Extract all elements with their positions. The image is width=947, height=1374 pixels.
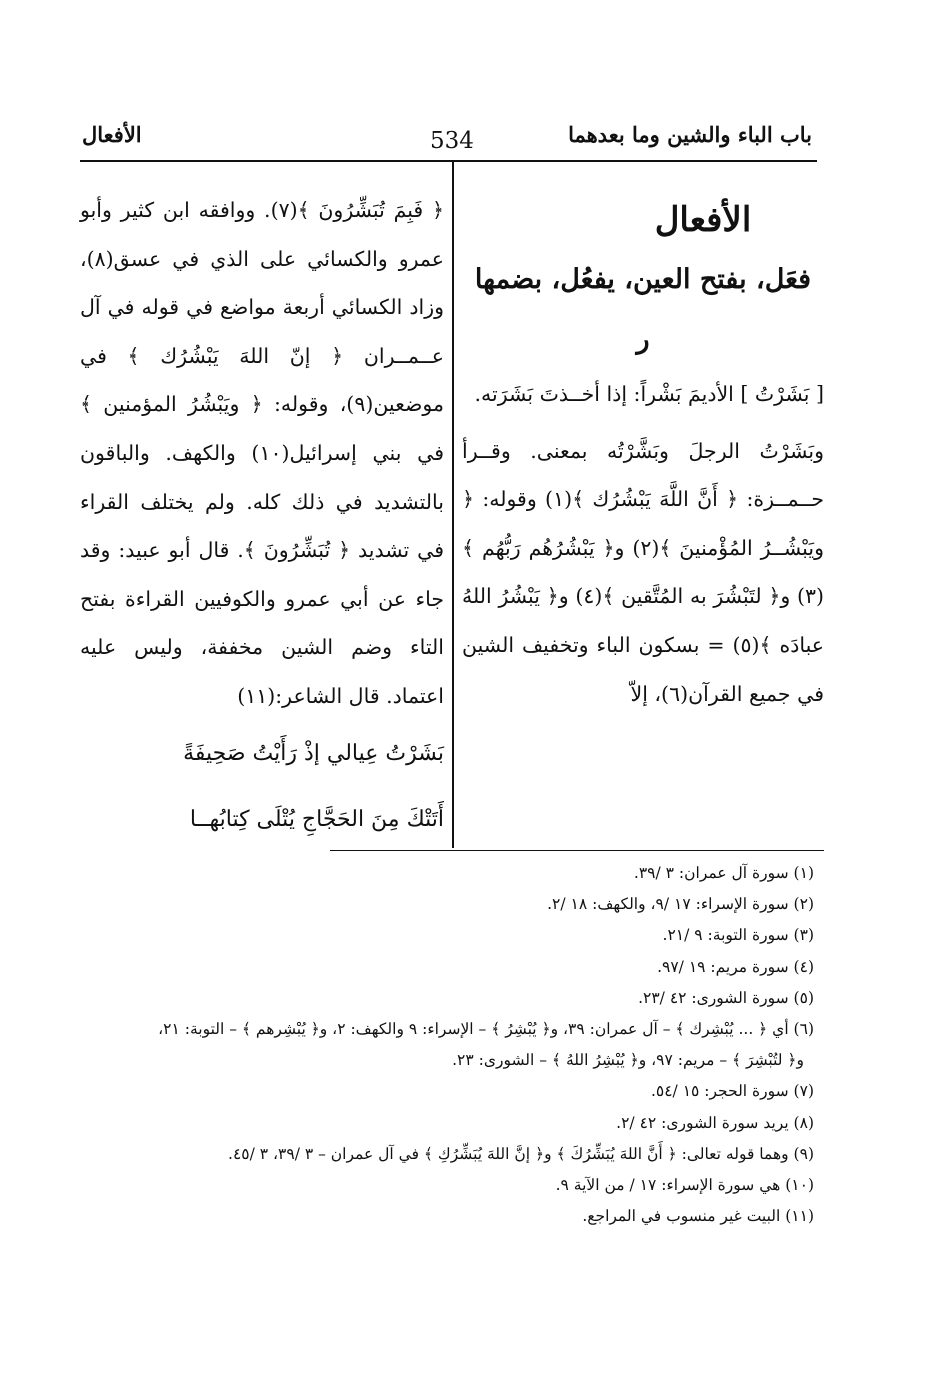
running-head-chapter: باب الباء والشين وما بعدهما (568, 122, 812, 147)
footnote: (٣) سورة التوبة: ٩ /٢١. (662, 926, 814, 945)
entry-paragraph: وبَشَرْتُ الرجلَ وبَشَّرْتُه بمعنى. وقــرأ حــمــزة: ﴿ أَنَّ اللَّهَ يَبْشُرُك ﴾(١) وقوله: ﴿ ويَبْشُــرُ المُؤْمنينَ ﴾(٢) و﴿ يَبْشُرُهُم رَبُّهُم ﴾(٣) و﴿ لتَبْشُرَ به المُتَّقين ﴾(٤) و﴿ يَبْشُرُ اللهُ عبادَه ﴾(٥) = بسكون الباء وتخفيف الشين في جميع القرآن(٦)، إلاّ (462, 438, 824, 706)
poetry-verse (80, 721, 444, 853)
footnote: (٥) سورة الشورى: ٤٢ /٢٣. (638, 988, 814, 1007)
entry-paragraph: [ بَشَرْتُ ] الأديمَ بَشْراً: إذا أخــذتَ بَشَرَته. (474, 382, 824, 406)
footnote: (٢) سورة الإسراء: ١٧ /٩، والكهف: ١٨ /٢. (547, 895, 814, 914)
root-letter: ر (636, 324, 650, 355)
section-title: الأفعال (654, 200, 752, 240)
page-number: 534 (430, 128, 474, 154)
footnote: (٤) سورة مريم: ١٩ /٩٧. (657, 957, 814, 976)
footnote: (٨) يريد سورة الشورى: ٤٢ /٢. (616, 1113, 814, 1132)
footnote-rule (330, 850, 824, 851)
footnote: (٦) أي ﴿ ... يُبْشِرك ﴾ – آل عمران: ٣٩، و﴿ يُبْشِرُ ﴾ – الإسراء: ٩ والكهف: ٢، و﴿ يُبْشِرهم ﴾ – التوبة: ٢١، (158, 1020, 814, 1039)
footnotes (124, 858, 814, 1232)
running-head-section: الأفعال (82, 122, 142, 147)
footnote: (١) سورة آل عمران: ٣ /٣٩. (633, 864, 814, 882)
footnote: (١١) البيت غير منسوب في المراجع. (582, 1207, 814, 1226)
column-divider (452, 162, 454, 848)
footnote-continuation: و﴿ لتُبْشِرَ ﴾ – مريم: ٩٧، و﴿ يُبْشِرُ اللهُ ﴾ – الشورى: ٢٣. (452, 1051, 804, 1070)
entry-paragraph: ﴿ فَبِمَ تُبَشِّرُونَ ﴾(٧). ووافقه ابن كثير وأبو عمرو والكسائي على الذي في عسق(٨)، وزاد الكسائي أربعة مواضع في قوله في آل عــمــران ﴿ إنّ اللهَ يَبْشُرُك ﴾ في موضعين(٩)، وقوله: ﴿ ويَبْشُرُ المؤمنين ﴾ في بني إسرائيل(١٠) والكهف. والباقون بالتشديد في ذلك كله. ولم يختلف القراء في تشديد ﴿ تُبَشِّرُونَ ﴾. قال أبو عبيد: وقد جاء عن أبي عمرو والكوفيين القراءة بفتح التاء وضم الشين مخففة، وليس عليه اعتماد. قال الشاعر:(١١) (80, 198, 444, 708)
verse-second-hemistich: أَتَتْكَ مِنَ الحَجَّاجِ يُتْلَى كِتابُهــا (189, 806, 444, 832)
footnote: (٩) وهما قوله تعالى: ﴿ أَنَّ اللهَ يُبَشِّرُكَ ﴾ و﴿ إنَّ اللهَ يُبَشِّرُكِ ﴾ في آل عمران – ٣ /٣٩، ٣ /٤٥. (228, 1144, 814, 1163)
right-column (462, 190, 824, 718)
verse-first-hemistich: بَشَرْتُ عِيالي إذْ رَأَيْتُ صَحِيفَةً (183, 740, 444, 766)
header-rule (80, 160, 817, 162)
section-subtitle: فعَل، بفتح العين، يفعُل، بضمها (474, 264, 812, 295)
footnote: (١٠) هي سورة الإسراء: ١٧ / من الآية ٩. (555, 1176, 814, 1195)
footnote: (٧) سورة الحجر: ١٥ /٥٤. (650, 1082, 814, 1101)
left-column (80, 186, 444, 853)
